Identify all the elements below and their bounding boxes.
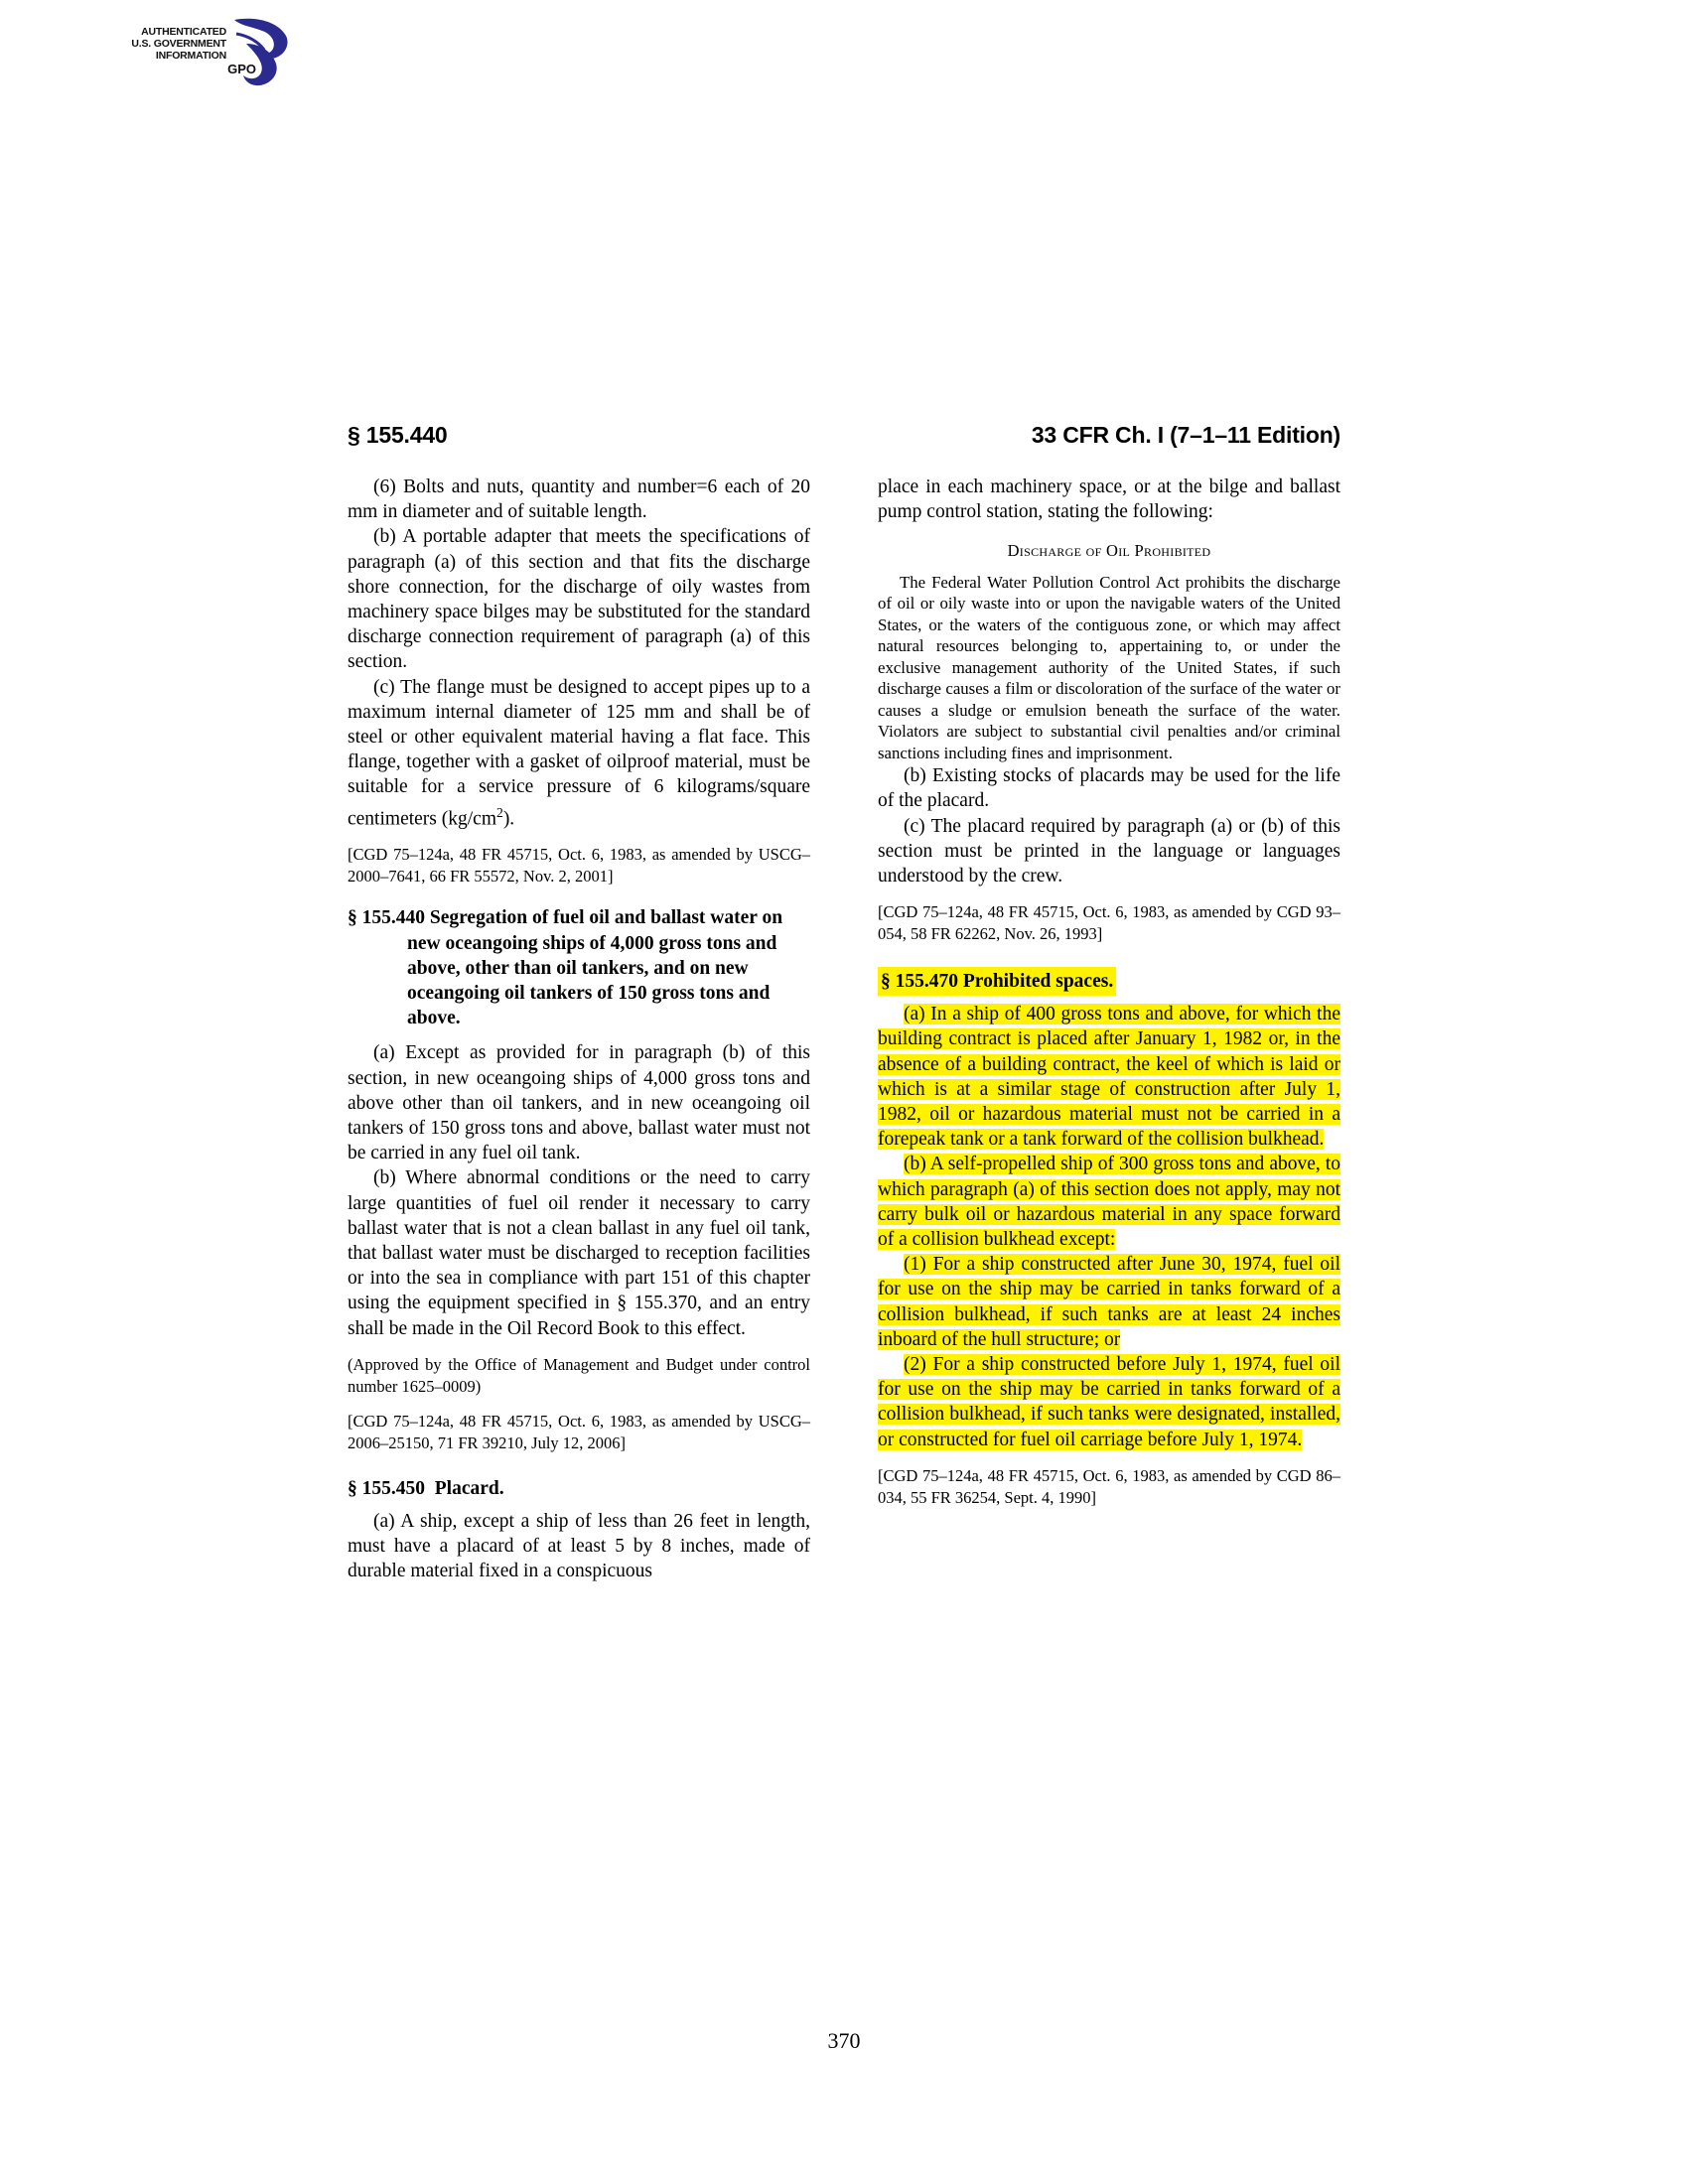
left-column	[348, 475, 810, 1583]
seal-line-3: INFORMATION	[155, 50, 226, 62]
eagle-icon	[226, 14, 296, 89]
paragraph-a-prohibited-spaces	[878, 1002, 1340, 1152]
section-heading-155-470-text: § 155.470 Prohibited spaces.	[878, 967, 1116, 996]
citation-155-440: [CGD 75–124a, 48 FR 45715, Oct. 6, 1983, as amended by USCG–2006–25150, 71 FR 39210, July 12, 2006]	[348, 1411, 810, 1452]
section-heading-155-440	[348, 905, 810, 1030]
paragraph-a-except: (a) Except as provided for in paragraph (b) of this section, in new oceangoing ships of 4,000 gross tons and above other than oil tankers, and in new oceangoing oil tankers of 150 gross tons and above, ballast water must not be carried in any fuel oil tank.	[348, 1042, 810, 1164]
header-section-number: § 155.440	[348, 422, 448, 448]
page-number: 370	[827, 2028, 861, 2053]
seal-line-1: AUTHENTICATED	[141, 26, 226, 38]
paragraph-b-existing-stocks: (b) Existing stocks of placards may be used for the life of the placard.	[878, 765, 1340, 812]
highlighted-text-b: (b) A self-propelled ship of 300 gross tons and above, to which paragraph (a) of this section does not apply, may not carry bulk oil or hazardous material in any space forward of a collision bulkhead except:	[878, 1154, 1340, 1250]
paragraph-b-self-propelled	[878, 1152, 1340, 1252]
section-title-155-440: Segregation of fuel oil and ballast water on new oceangoing ships of 4,000 gross tons and above, other than oil tankers, and on new oceangoing oil tankers of 150 gross tons and above.	[407, 907, 783, 1029]
paragraph-b2-before-1974	[878, 1352, 1340, 1452]
gpo-authentication-seal	[107, 14, 296, 89]
section-heading-155-470	[878, 967, 1340, 996]
citation-155-430: [CGD 75–124a, 48 FR 45715, Oct. 6, 1983, as amended by USCG–2000–7641, 66 FR 55572, Nov. 2, 2001]	[348, 845, 810, 887]
paragraph-b1-after-1974	[878, 1252, 1340, 1352]
section-number-155-450: § 155.450	[348, 1477, 425, 1499]
omb-approval-note: (Approved by the Office of Management and Budget under control number 1625–0009)	[348, 1354, 810, 1396]
highlighted-text-b2: (2) For a ship constructed before July 1, 1974, fuel oil for use on the ship may be carried in tanks forward of a collision bulkhead, if such tanks were designated, installed, or constructed for fuel oil carriage before July 1, 1974.	[878, 1353, 1340, 1450]
section-title-155-450: Placard.	[434, 1477, 504, 1499]
highlighted-text-a: (a) In a ship of 400 gross tons and above, for which the building contract is placed after January 1, 1982 or, in the absence of a building contract, the keel of which is laid or which is at a similar stage of construction after July 1, 1982, oil or hazardous material must not be carried in a forepeak tank or a tank forward of the collision bulkhead.	[878, 1004, 1340, 1151]
paragraph-a-placard: (a) A ship, except a ship of less than 26 feet in length, must have a placard of at least 5 by 8 inches, made of durable material fixed in a conspicuous	[348, 1510, 810, 1582]
seal-text-block	[107, 26, 226, 62]
placard-caption: Discharge of Oil Prohibited	[1007, 541, 1211, 561]
paragraph-6-bolts: (6) Bolts and nuts, quantity and number=6 each of 20 mm in diameter and of suitable length.	[348, 477, 810, 523]
seal-line-2: U.S. GOVERNMENT	[131, 38, 226, 50]
running-header	[348, 422, 1340, 450]
paragraph-placard-continued: place in each machinery space, or at the bilge and ballast pump control station, stating the following:	[878, 477, 1340, 523]
section-heading-155-450	[348, 1476, 810, 1501]
section-number-155-440: § 155.440	[348, 907, 425, 929]
paragraph-c-flange: (c) The flange must be designed to accept pipes up to a maximum internal diameter of 125 mm and shall be of steel or other equivalent material having a flat face. This flange, together with a gasket of oilproof material, must be suitable for a service pressure of 6 kilograms/square centimeters $(kg/cm^2)$.	[348, 676, 810, 830]
paragraph-b-abnormal: (b) Where abnormal conditions or the need to carry large quantities of fuel oil render it necessary to carry ballast water that is not a clean ballast in any fuel oil tank, that ballast water must be discharged to reception facilities or into the sea in compliance with part 151 of this chapter using the equipment specified in § 155.370, and an entry shall be made in the Oil Record Book to this effect.	[348, 1167, 810, 1339]
paragraph-c-language: (c) The placard required by paragraph (a) or (b) of this section must be printed in the language or languages understood by the crew.	[878, 815, 1340, 887]
citation-155-450: [CGD 75–124a, 48 FR 45715, Oct. 6, 1983, as amended by CGD 93–054, 58 FR 62262, Nov. 26, 1993]	[878, 902, 1340, 944]
highlighted-text-b1: (1) For a ship constructed after June 30, 1974, fuel oil for use on the ship may be carried in tanks forward of a collision bulkhead, if such tanks are at least 24 inches inboard of the hull structure; or	[878, 1254, 1340, 1350]
right-column	[878, 475, 1340, 1522]
header-edition: 33 CFR Ch. I (7–1–11 Edition)	[1031, 422, 1340, 448]
citation-155-470: [CGD 75–124a, 48 FR 45715, Oct. 6, 1983, as amended by CGD 86–034, 55 FR 36254, Sept. 4, 1990]	[878, 1465, 1340, 1507]
seal-gpo-label: GPO	[227, 62, 256, 76]
placard-text: The Federal Water Pollution Control Act prohibits the discharge of oil or oily waste into or upon the navigable waters of the United States, or the waters of the contiguous zone, or which may affect natural resources belonging to, appertaining to, or under the exclusive management authority of the United States, if such discharge causes a film or discoloration of the surface of the water or causes a sludge or emulsion beneath the surface of the water. Violators are subject to substantial civil penalties and/or criminal sanctions including fines and imprisonment.	[878, 572, 1340, 762]
paragraph-b-portable-adapter: (b) A portable adapter that meets the specifications of paragraph (a) of this section and that fits the discharge shore connection, for the discharge of oily wastes from machinery space bilges may be substituted for the standard discharge connection requirement of paragraph (a) of this section.	[348, 526, 810, 673]
